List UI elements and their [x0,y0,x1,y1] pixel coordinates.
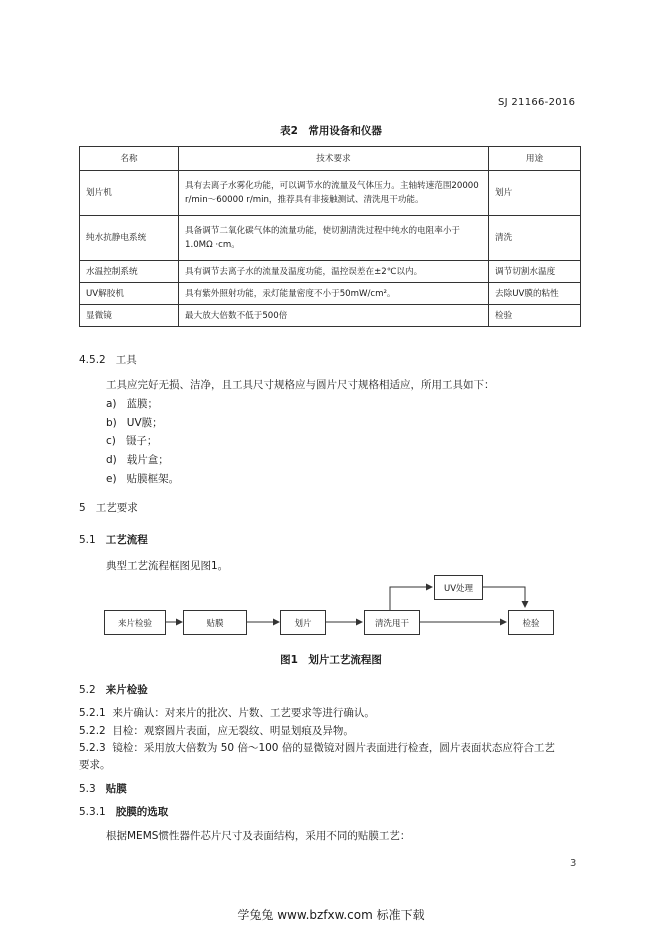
section-number: 5.2 [79,684,96,696]
cell-use: 划片 [489,171,581,216]
cell-name: UV解胶机 [80,283,179,305]
section-number: 5 [79,502,86,514]
table-row [80,216,581,261]
clause-text: 来片确认：对来片的批次、片数、工艺要求等进行确认。 [112,707,375,719]
equipment-table [79,146,581,327]
list-text: 镊子； [125,435,158,447]
cell-use: 去除UV膜的粘性 [489,283,581,305]
flow-box-mounting: 贴膜 [183,610,247,635]
list-label: a) [106,398,117,410]
flow-box-incoming-inspection: 来片检验 [104,610,166,635]
column-header-requirement: 技术要求 [179,147,489,171]
list-item [106,415,163,430]
list-item [106,471,179,486]
arrow-5 [481,587,525,607]
section-number: 5.1 [79,534,96,546]
section-5-2-heading [79,682,148,697]
table-row [80,305,581,327]
section-4-5-2-heading [79,352,137,367]
mounting-film-intro: 根据MEMS惯性器件芯片尺寸及表面结构，采用不同的贴膜工艺： [106,830,411,842]
clause-5-2-1 [79,705,375,720]
section-number: 5.3.1 [79,806,106,818]
table-row [80,171,581,216]
arrow-4 [390,587,432,610]
table-caption: 表2 常用设备和仪器 [280,125,382,137]
clause-5-2-3 [79,740,589,755]
section-title: 工具 [115,354,137,366]
column-header-name: 名称 [80,147,179,171]
list-item [106,452,169,467]
clause-5-2-3-continued: 要求。 [79,759,111,771]
page-number: 3 [570,858,577,869]
clause-number: 5.2.2 [79,725,106,737]
section-title: 胶膜的选取 [115,806,169,818]
figure-caption: 图1 划片工艺流程图 [280,654,382,666]
cell-name: 水温控制系统 [80,261,179,283]
flow-box-clean-dry: 清洗甩干 [364,610,420,635]
section-5-1-heading [79,532,148,547]
list-label: d) [106,454,117,466]
clause-text: 镜检：采用放大倍数为 50 倍～100 倍的显微镜对圆片表面进行检查，圆片表面状态应符合工艺 [112,742,555,754]
cell-requirement: 具有调节去离子水的流量及温度功能，温控误差在±2℃以内。 [179,261,489,283]
list-text: 贴膜框架。 [126,473,180,485]
section-5-heading [79,500,138,515]
list-item [106,433,157,448]
list-text: 载片盒； [126,454,169,466]
cell-name: 划片机 [80,171,179,216]
table-row [80,261,581,283]
cell-name: 显微镜 [80,305,179,327]
section-title: 工艺要求 [95,502,138,514]
section-5-3-1-heading [79,804,168,819]
flow-intro: 典型工艺流程框图见图1。 [106,560,229,572]
section-number: 4.5.2 [79,354,106,366]
standard-number: SJ 21166-2016 [498,97,576,108]
section-5-3-heading [79,781,127,796]
flow-box-uv-treatment: UV处理 [434,575,483,600]
table-row [80,283,581,305]
list-item [106,396,158,411]
list-label: b) [106,417,117,429]
cell-use: 清洗 [489,216,581,261]
list-label: c) [106,435,116,447]
clause-text: 目检：观察圆片表面，应无裂纹、明显划痕及异物。 [112,725,354,737]
flow-box-dicing: 划片 [280,610,326,635]
section-title: 工艺流程 [105,534,148,546]
section-title: 来片检验 [105,684,148,696]
cell-use: 检验 [489,305,581,327]
clause-number: 5.2.3 [79,742,106,754]
tools-intro: 工具应完好无损、洁净，且工具尺寸规格应与圆片尺寸规格相适应，所用工具如下： [106,379,495,391]
cell-name: 纯水抗静电系统 [80,216,179,261]
flow-box-inspection: 检验 [508,610,554,635]
clause-5-2-2 [79,723,354,738]
cell-requirement: 具有紫外照射功能，汞灯能量密度不小于50mW/cm²。 [179,283,489,305]
list-text: 蓝膜； [126,398,159,410]
cell-requirement: 具有去离子水雾化功能，可以调节水的流量及气体压力。主轴转速范围20000 r/min～60000 r/min，推荐具有非接触测试、清洗甩干功能。 [179,171,489,216]
clause-number: 5.2.1 [79,707,106,719]
list-label: e) [106,473,117,485]
footer-watermark: 学兔兔 www.bzfxw.com 标准下载 [237,908,425,922]
cell-use: 调节切割水温度 [489,261,581,283]
list-text: UV膜； [126,417,163,429]
cell-requirement: 最大放大倍数不低于500倍 [179,305,489,327]
cell-requirement: 具备调节二氧化碳气体的流量功能，使切割清洗过程中纯水的电阻率小于1.0MΩ ·cm。 [179,216,489,261]
column-header-use: 用途 [489,147,581,171]
section-number: 5.3 [79,783,96,795]
table-header-row [80,147,581,171]
section-title: 贴膜 [105,783,127,795]
